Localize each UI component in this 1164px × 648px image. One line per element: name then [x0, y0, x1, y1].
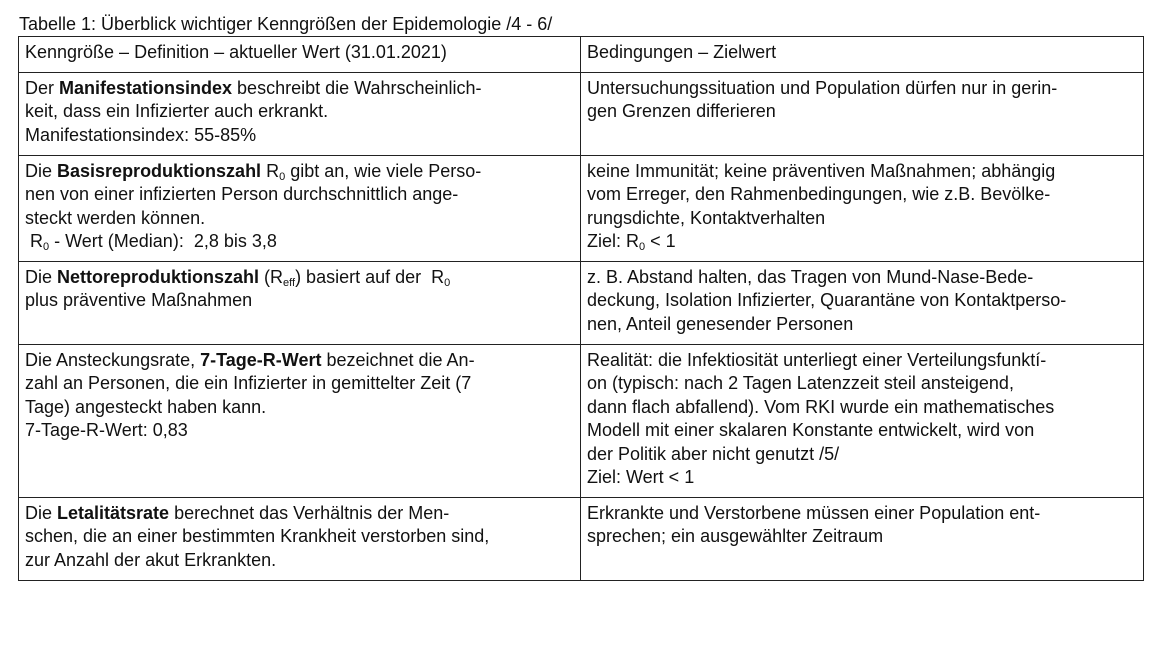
text-line: Realität: die Infektiosität unterliegt einer Verteilungsfunktí- — [587, 349, 1047, 370]
text: Ziel: R — [587, 231, 640, 251]
subscript: 0 — [43, 241, 50, 253]
text-line: der Politik aber nicht genutzt /5/ — [587, 443, 840, 464]
text: (R — [259, 266, 284, 287]
text-line: Tage) angesteckt haben kann. — [25, 396, 267, 417]
cell-definition — [19, 497, 581, 580]
text: Die Ansteckungsrate, — [25, 349, 201, 370]
text-line: keine Immunität; keine präventiven Maßnahmen; abhängig — [587, 160, 1056, 181]
text-line: steckt werden können. — [25, 207, 206, 228]
text: bezeichnet die An- — [321, 349, 475, 370]
epidemiology-table — [18, 36, 1144, 581]
current-value: Manifestationsindex: 55-85% — [25, 124, 257, 145]
target-value: Ziel: Wert < 1 — [587, 467, 695, 487]
text: Die — [25, 502, 58, 523]
current-value: 7-Tage-R-Wert: 0,83 — [25, 420, 188, 440]
table-row — [19, 261, 1144, 344]
text-line: keit, dass ein Infizierter auch erkrankt. — [25, 101, 329, 121]
text: R — [261, 160, 280, 181]
cell-conditions — [581, 497, 1144, 580]
cell-conditions — [581, 155, 1144, 261]
text-line: sprechen; ein ausgewählter Zeitraum — [587, 526, 884, 546]
table-row — [19, 72, 1144, 155]
text: Die — [25, 266, 58, 287]
text-line: Untersuchungssituation und Population dürfen nur in gerin- — [587, 77, 1058, 98]
text: ) basiert auf der R — [295, 266, 445, 287]
table-caption: Tabelle 1: Überblick wichtiger Kenngrößen der Epidemologie /4 - 6/ — [19, 14, 553, 34]
subscript: eff — [283, 276, 296, 289]
term-bold: 7-Tage-R-Wert — [200, 349, 322, 370]
text-line: plus präventive Maßnahmen — [25, 290, 253, 310]
cell-conditions — [581, 344, 1144, 497]
term-bold: Nettoreproduktionszahl — [57, 266, 260, 287]
subscript: 0 — [279, 170, 286, 183]
text: gibt an, wie viele Perso- — [285, 160, 482, 181]
current-value — [25, 230, 574, 254]
table-row — [19, 155, 1144, 261]
term-bold: Letalitätsrate — [57, 502, 170, 523]
text-line — [25, 77, 574, 101]
cell-definition — [19, 72, 581, 155]
text: < 1 — [645, 231, 676, 251]
term-bold: Manifestationsindex — [59, 77, 233, 98]
text-line: on (typisch: nach 2 Tagen Latenzzeit steil ansteigend, — [587, 373, 1014, 393]
text: - Wert (Median): 2,8 bis 3,8 — [49, 231, 277, 251]
text-line: gen Grenzen differieren — [587, 101, 776, 121]
subscript: 0 — [444, 276, 451, 289]
text-line: nen, Anteil genesender Personen — [587, 313, 854, 334]
table-header-row — [19, 37, 1144, 73]
text-line: dann flach abfallend). Vom RKI wurde ein mathematisches — [587, 396, 1055, 417]
term-bold: Basisreproduktionszahl — [57, 160, 262, 181]
target-value — [587, 230, 1137, 254]
text-line: zahl an Personen, die ein Infizierter in gemittelter Zeit (7 — [25, 373, 472, 393]
text: Der — [25, 77, 60, 98]
text-line: z. B. Abstand halten, das Tragen von Mund-Nase-Bede- — [587, 266, 1034, 287]
subscript: 0 — [639, 241, 646, 253]
header-cell-conditions: Bedingungen – Zielwert — [581, 37, 1144, 73]
text: R — [25, 231, 43, 251]
table-row — [19, 344, 1144, 497]
text-line — [25, 160, 574, 184]
text-line: Modell mit einer skalaren Konstante entwickelt, wird von — [587, 420, 1035, 440]
text-line — [25, 502, 574, 526]
cell-definition — [19, 261, 581, 344]
cell-definition — [19, 155, 581, 261]
cell-conditions — [581, 261, 1144, 344]
text-line — [25, 266, 574, 290]
text: berechnet das Verhältnis der Men- — [169, 502, 450, 523]
text: beschreibt die Wahrscheinlich- — [232, 77, 482, 98]
text-line: nen von einer infizierten Person durchschnittlich ange- — [25, 184, 459, 204]
text-line: rungsdichte, Kontaktverhalten — [587, 207, 826, 228]
text-line: deckung, Isolation Infizierter, Quarantäne von Kontaktperso- — [587, 290, 1067, 310]
header-cell-parameter: Kenngröße – Definition – aktueller Wert (31.01.2021) — [19, 37, 581, 73]
table-row — [19, 497, 1144, 580]
text-line: schen, die an einer bestimmten Krankheit verstorben sind, — [25, 526, 490, 546]
text-line: zur Anzahl der akut Erkrankten. — [25, 549, 277, 570]
text-line: vom Erreger, den Rahmenbedingungen, wie z.B. Bevölke- — [587, 184, 1051, 204]
cell-definition — [19, 344, 581, 497]
text-line — [25, 349, 574, 373]
text-line: Erkrankte und Verstorbene müssen einer Population ent- — [587, 502, 1041, 523]
text: Die — [25, 160, 58, 181]
cell-conditions — [581, 72, 1144, 155]
